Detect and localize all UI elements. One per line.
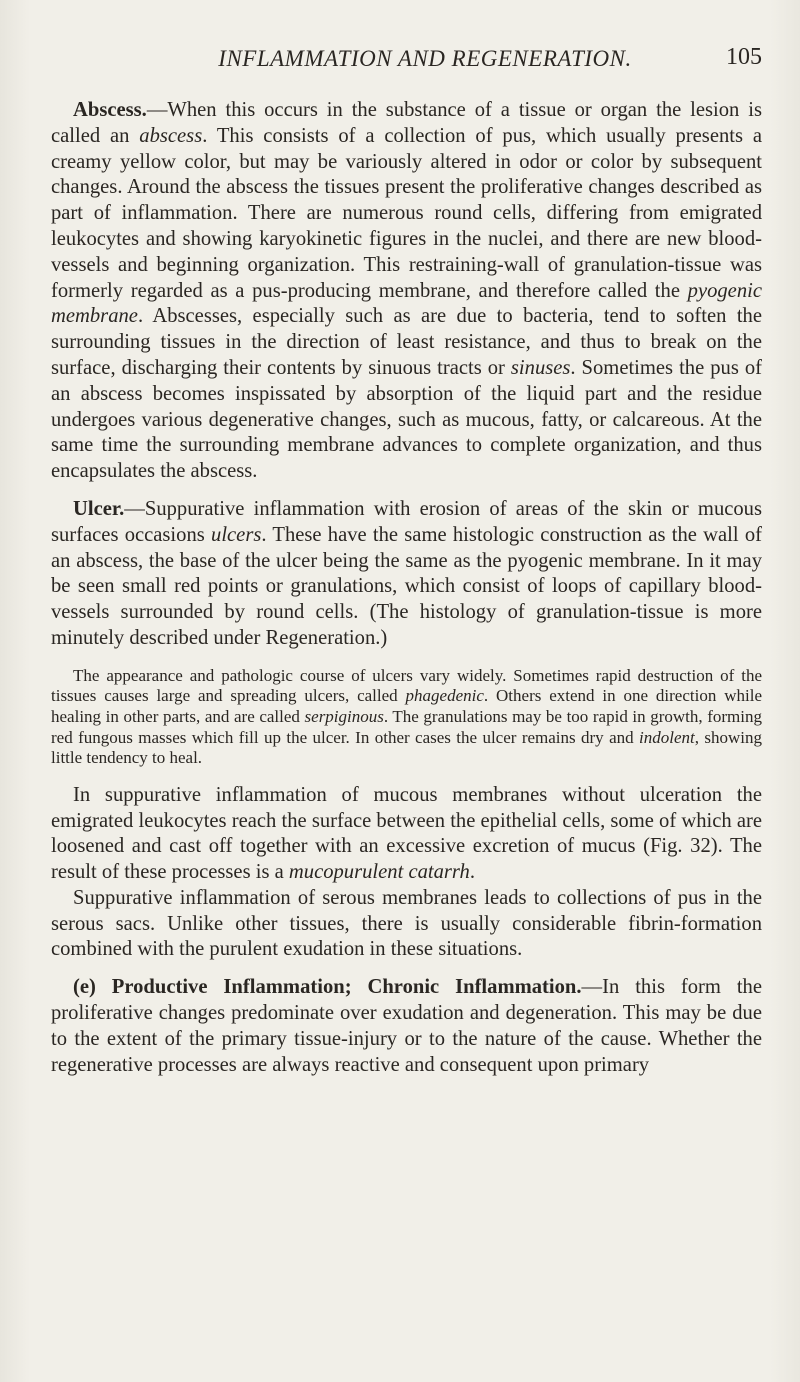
paragraph-serous-membranes [51, 886, 762, 963]
page-body [51, 98, 762, 1078]
text-segment: . Sometimes the pus of an abscess becomes inspissated by absorption of the liquid part and the residue undergoes various degenerative changes, such as mucous, fatty, or calcareous. At the same time the surrounding membrane advances to complete organization, and thus encapsulates the abscess. [51, 356, 762, 483]
text-segment: Suppurative inflammation of serous membranes leads to collections of pus in the serous sacs. Unlike other tissues, there is usually considerable fibrin-formation combined with the purulent exudation in these situations. [51, 886, 762, 961]
paragraph-abscess [51, 98, 762, 485]
term-phagedenic: phagedenic [405, 686, 484, 706]
term-ulcers: ulcers [211, 523, 262, 546]
text-segment: . The granulations may be too rapid in growth, forming red fungous masses which fill up the ulcer. In other cases the ulcer remains dry and [51, 706, 762, 747]
term-indolent: indolent [639, 727, 695, 747]
text-segment: . Abscesses, especially such as are due to bacteria, tend to soften the surrounding tissues in the direction of least resistance, and thus to break on the surface, discharging their contents by sinuous tracts or [51, 305, 762, 379]
term-abscess: abscess [139, 124, 203, 147]
text-segment: —In this form the proliferative changes predominate over exudation and degeneration. This may be due to the extent of the primary tissue-injury or to the nature of the cause. Whether the regenerative processes are always reactive and consequent upon primary [51, 976, 762, 1076]
heading-ulcer: Ulcer. [73, 497, 125, 520]
term-serpiginous: serpiginous [304, 706, 384, 726]
text-segment: . This consists of a collection of pus, which usually presents a creamy yellow color, but may be variously altered in odor or color by subsequent changes. Around the abscess the tissues present the proliferative changes described as part of inflammation. There are numerous round cells, differing from emigrated leukocytes and showing karyokinetic figures in the nuclei, and there are new blood-vessels and beginning organization. This restraining-wall of granulation-tissue was formerly regarded as a pus-producing membrane, and therefore called the [51, 124, 762, 302]
page-number: 105 [726, 44, 762, 70]
text-segment: . Others extend in one direction while healing in other parts, and are called [51, 686, 762, 726]
paragraph-productive-inflammation [51, 975, 762, 1078]
heading-productive-inflammation: (e) Productive Inflammation; Chronic Inflammation. [73, 976, 582, 999]
text-segment: In suppurative inflammation of mucous membranes without ulceration the emigrated leukocytes reach the surface between the epithelial cells, some of which are loosened and cast off together with an excessive excretion of mucus (Fig. 32). The result of these processes is a [51, 783, 762, 884]
paragraph-mucous-membranes [51, 783, 762, 886]
text-segment: The appearance and pathologic course of ulcers vary widely. Sometimes rapid destruction of the tissues causes large and spreading ulcers, called [51, 665, 762, 706]
term-pyogenic-membrane: pyogenic membrane [51, 279, 762, 328]
paragraph-ulcer-types-note [51, 666, 762, 769]
text-segment: —When this occurs in the substance of a tissue or organ the lesion is called an [51, 99, 762, 147]
text-segment: . These have the same histologic construction as the wall of an abscess, the base of the ulcer being the same as the pyogenic membrane. In it may be seen small red points or granulations, which consist of loops of capillary blood-vessels surrounded by round cells. (The histology of granulation-tissue is more minutely described under Regeneration.) [51, 523, 762, 649]
paragraph-ulcer [51, 497, 762, 652]
heading-abscess: Abscess. [73, 99, 147, 121]
running-title: INFLAMMATION AND REGENERATION. [218, 46, 632, 71]
term-sinuses: sinuses [510, 356, 571, 379]
term-mucopurulent-catarrh: mucopurulent catarrh [288, 861, 470, 884]
text-segment: , showing little tendency to heal. [51, 727, 762, 768]
text-segment: . [469, 861, 476, 884]
text-segment: —Suppurative inflammation with erosion of areas of the skin or mucous surfaces occasions [51, 497, 762, 546]
